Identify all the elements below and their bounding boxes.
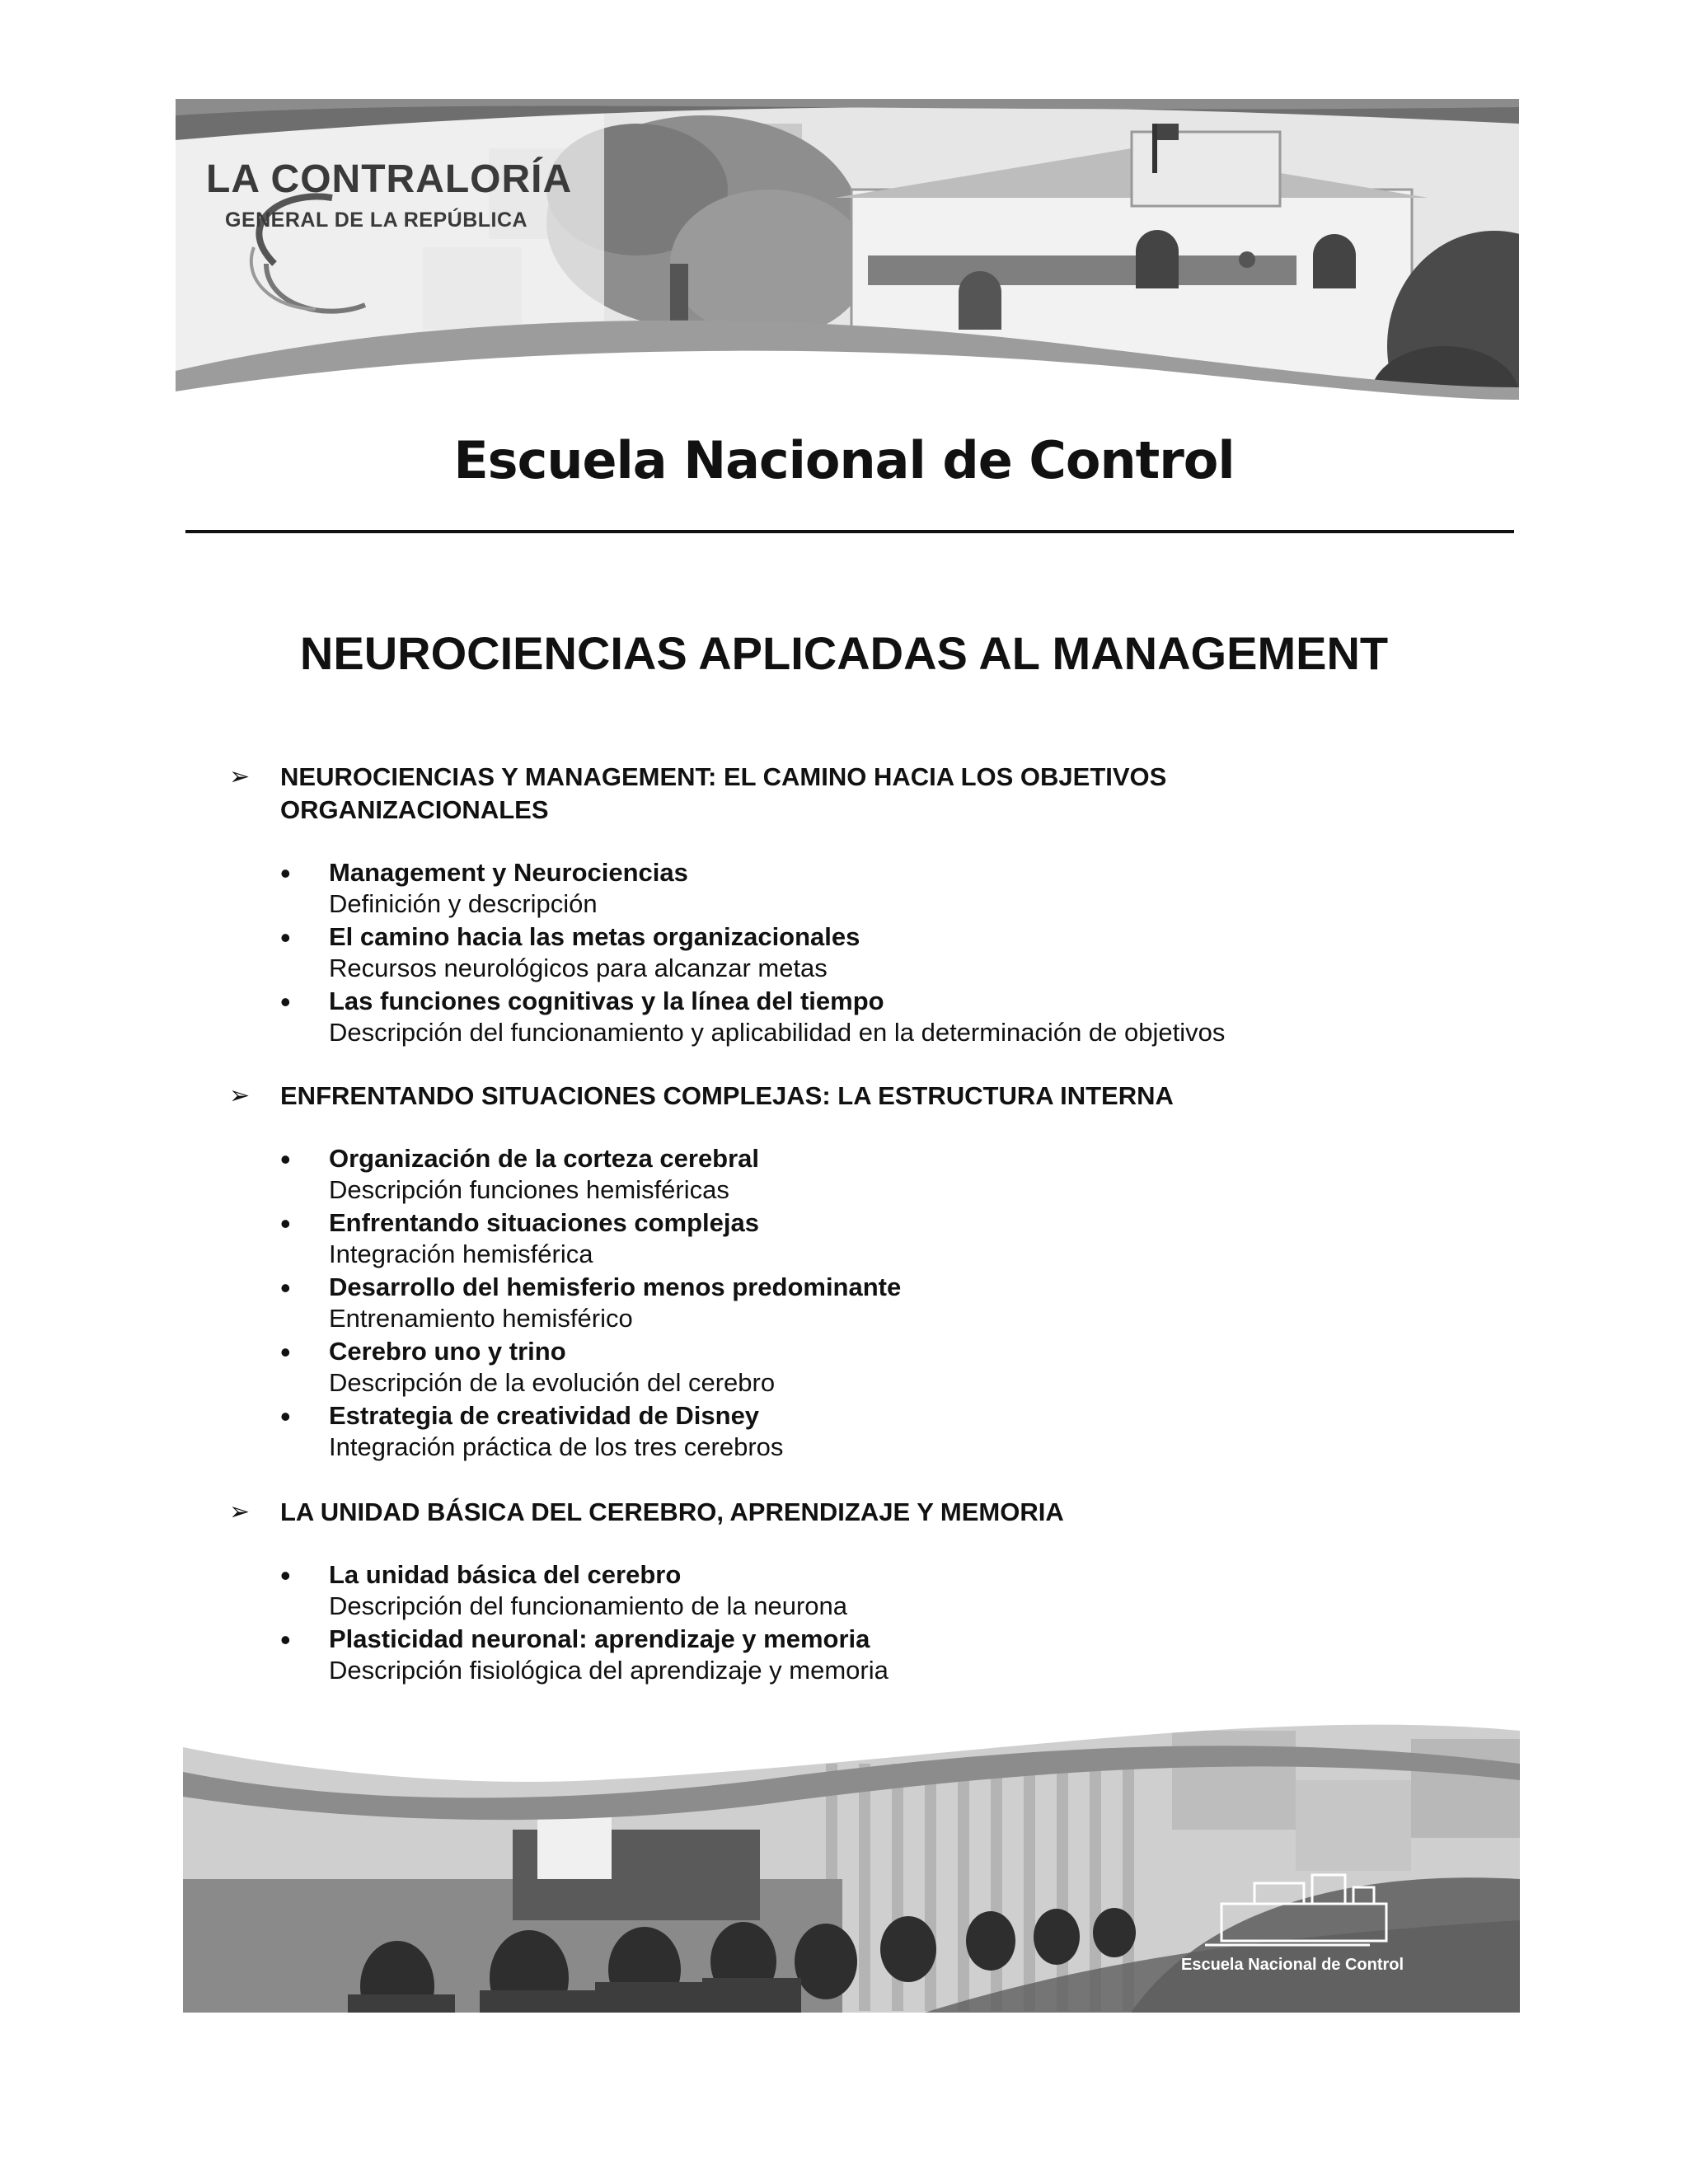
section-heading-line: ORGANIZACIONALES [280,795,549,824]
item-title: Desarrollo del hemisferio menos predominante [329,1272,902,1301]
bullet-icon: • [280,1335,291,1369]
bullet-icon: • [280,1399,291,1433]
section-arrow-icon: ➢ [229,763,251,790]
item-title: Cerebro uno y trino [329,1337,566,1366]
item-title: Plasticidad neuronal: aprendizaje y memoria [329,1624,870,1653]
item-description: Descripción funciones hemisféricas [329,1175,729,1204]
item-title: Organización de la corteza cerebral [329,1144,760,1173]
section-heading [280,761,1451,827]
item-description: Descripción de la evolución del cerebro [329,1368,776,1397]
item-title: Las funciones cognitivas y la línea del tiempo [329,987,884,1015]
section-heading-line: ENFRENTANDO SITUACIONES COMPLEJAS: LA ESTRUCTURA INTERNA [280,1081,1174,1110]
item-description: Descripción del funcionamiento de la neurona [329,1591,848,1620]
logo-subtitle: GENERAL DE LA REPÚBLICA [225,209,528,232]
logo-title: LA CONTRALORÍA [206,157,573,201]
building-photo [176,99,1519,416]
item-description: Recursos neurológicos para alcanzar metas [329,954,828,982]
bullet-icon: • [280,1623,291,1657]
item-title: La unidad básica del cerebro [329,1560,682,1589]
bullet-icon: • [280,985,291,1019]
section-heading-line: NEUROCIENCIAS Y MANAGEMENT: EL CAMINO HACIA LOS OBJETIVOS [280,762,1167,791]
item-description: Integración práctica de los tres cerebros [329,1432,784,1461]
item-description: Descripción fisiológica del aprendizaje y memoria [329,1656,889,1685]
page-header-title: Escuela Nacional de Control [453,430,1235,490]
section-heading [280,1496,1451,1529]
item-title: El camino hacia las metas organizacionales [329,922,860,951]
section-arrow-icon: ➢ [229,1498,251,1526]
section-heading [280,1080,1451,1113]
bullet-icon: • [280,1207,291,1240]
section-heading-line: LA UNIDAD BÁSICA DEL CEREBRO, APRENDIZAJE Y MEMORIA [280,1497,1064,1526]
item-title: Estrategia de creatividad de Disney [329,1401,760,1430]
header-banner [176,99,1519,416]
bullet-icon: • [280,921,291,954]
course-title: NEUROCIENCIAS APLICADAS AL MANAGEMENT [299,627,1389,679]
bullet-icon: • [280,1142,291,1176]
bullet-icon: • [280,856,291,890]
item-description: Integración hemisférica [329,1240,593,1268]
item-title: Management y Neurociencias [329,858,688,887]
item-description: Definición y descripción [329,889,598,918]
item-title: Enfrentando situaciones complejas [329,1208,759,1237]
bullet-icon: • [280,1558,291,1592]
section-arrow-icon: ➢ [229,1082,251,1109]
header-divider [185,530,1514,533]
bullet-icon: • [280,1271,291,1305]
item-description: Entrenamiento hemisférico [329,1304,633,1333]
footer-school-label: Escuela Nacional de Control [1181,1956,1404,1974]
item-description: Descripción del funcionamiento y aplicabilidad en la determinación de objetivos [329,1018,1226,1047]
